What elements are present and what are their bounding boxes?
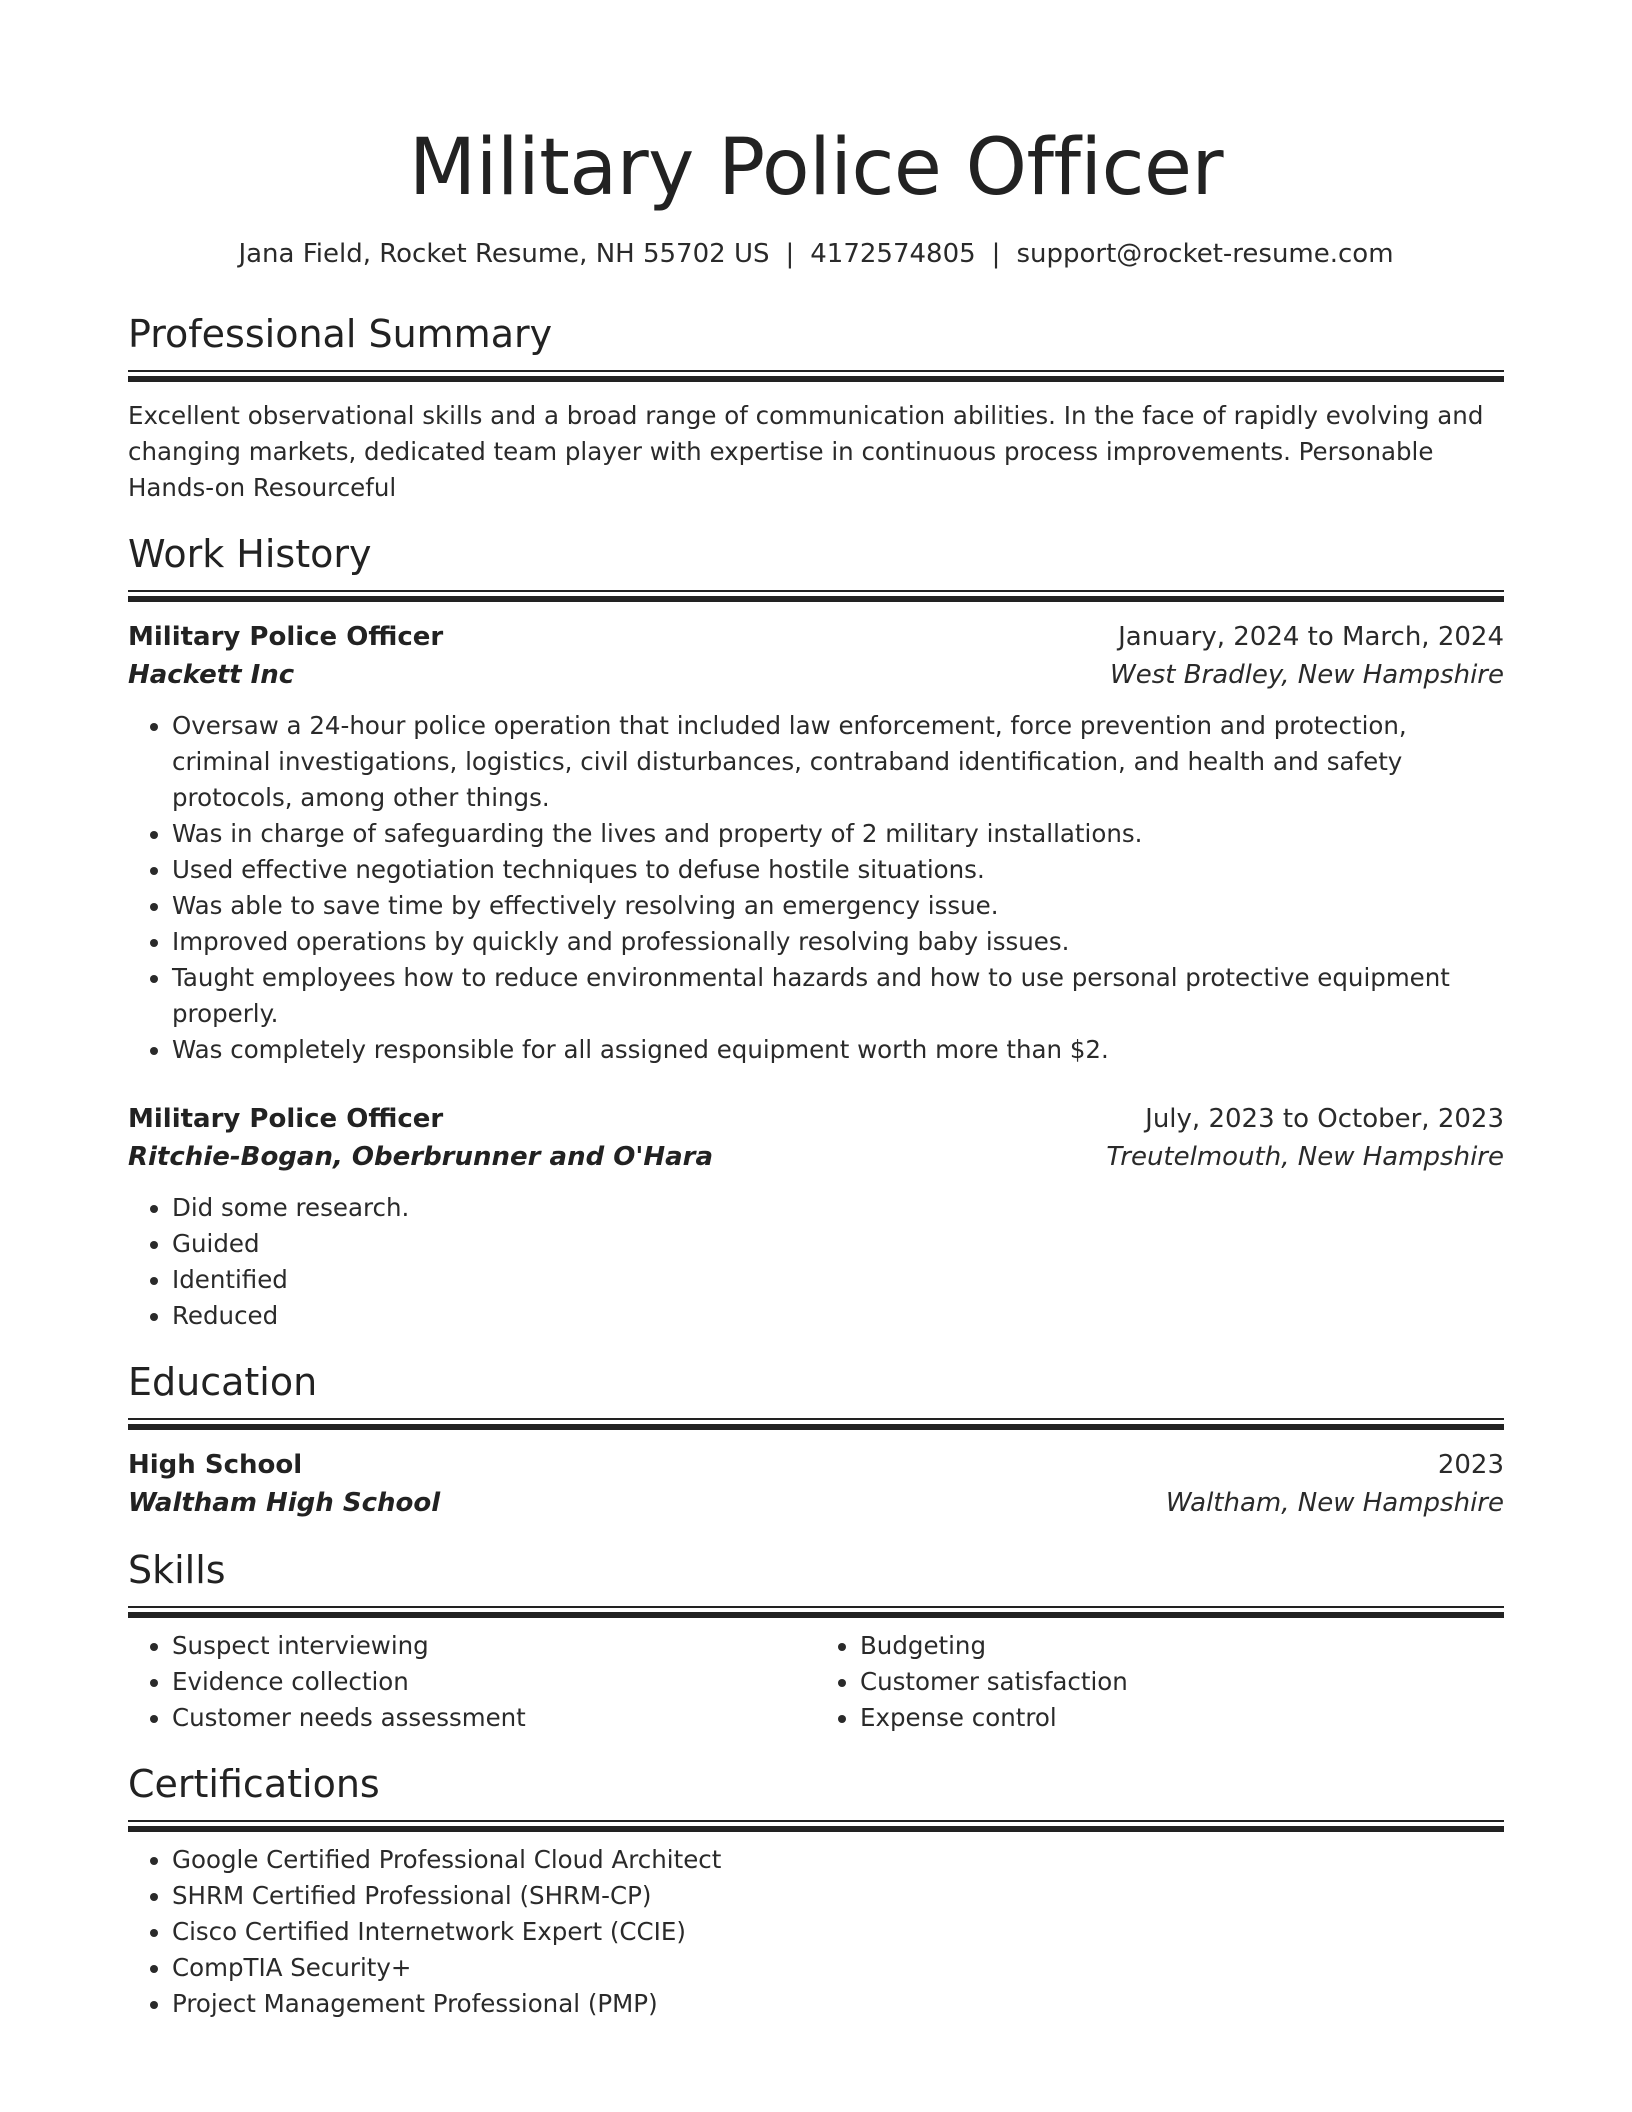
contact-separator: | bbox=[991, 239, 1001, 269]
job-entry bbox=[128, 618, 1504, 1068]
certifications-section bbox=[128, 1760, 1504, 2022]
list-item: • Budgeting bbox=[860, 1628, 1504, 1664]
skills-list-right bbox=[816, 1628, 1504, 1736]
section-heading: Work History bbox=[128, 532, 372, 576]
resume-title: Military Police Officer bbox=[408, 123, 1224, 213]
list-item: • CompTIA Security+ bbox=[172, 1950, 1504, 1986]
contact-phone: 4172574805 bbox=[810, 239, 976, 269]
job-location: West Bradley, New Hampshire bbox=[1109, 660, 1504, 690]
list-item: • Used effective negotiation techniques to defuse hostile situations. bbox=[172, 852, 1504, 888]
section-divider bbox=[128, 1418, 1504, 1430]
job-entry bbox=[128, 1100, 1504, 1334]
contact-address: Jana Field, Rocket Resume, NH 55702 US bbox=[238, 239, 770, 269]
skills-section bbox=[128, 1546, 1504, 1736]
list-item: • Identified bbox=[172, 1262, 1504, 1298]
list-item: • Improved operations by quickly and professionally resolving baby issues. bbox=[172, 924, 1504, 960]
education-year: 2023 bbox=[1437, 1450, 1504, 1480]
education-section bbox=[128, 1358, 1504, 1522]
list-item: • Reduced bbox=[172, 1298, 1504, 1334]
job-header bbox=[128, 1100, 1504, 1138]
list-item: • Was in charge of safeguarding the lives and property of 2 military installations. bbox=[172, 816, 1504, 852]
list-item: • Did some research. bbox=[172, 1190, 1504, 1226]
list-item: • Project Management Professional (PMP) bbox=[172, 1986, 1504, 2022]
education-subheader bbox=[128, 1484, 1504, 1522]
education-school: Waltham High School bbox=[128, 1488, 441, 1518]
section-divider bbox=[128, 590, 1504, 602]
certifications-list bbox=[128, 1842, 1504, 2022]
list-item: • Was completely responsible for all assigned equipment worth more than $2. bbox=[172, 1032, 1504, 1068]
list-item: • SHRM Certified Professional (SHRM-CP) bbox=[172, 1878, 1504, 1914]
job-subheader bbox=[128, 1138, 1504, 1176]
job-bullets bbox=[128, 1190, 1504, 1334]
job-subheader bbox=[128, 656, 1504, 694]
list-item: • Was able to save time by effectively resolving an emergency issue. bbox=[172, 888, 1504, 924]
job-bullets bbox=[128, 708, 1504, 1068]
education-degree: High School bbox=[128, 1450, 303, 1480]
list-item: • Oversaw a 24-hour police operation that included law enforcement, force prevention and protection, criminal investigations, logistics, civil disturbances, contraband identification, and health and safety protocols, among other things. bbox=[172, 708, 1504, 816]
list-item: • Taught employees how to reduce environmental hazards and how to use personal protective equipment properly. bbox=[172, 960, 1504, 1032]
skills-grid bbox=[128, 1628, 1504, 1736]
work-history-section bbox=[128, 530, 1504, 1334]
section-heading: Professional Summary bbox=[128, 312, 553, 356]
skills-list-left bbox=[128, 1628, 816, 1736]
list-item: • Guided bbox=[172, 1226, 1504, 1262]
education-location: Waltham, New Hampshire bbox=[1165, 1488, 1504, 1518]
list-item: • Customer satisfaction bbox=[860, 1664, 1504, 1700]
list-item: • Evidence collection bbox=[172, 1664, 816, 1700]
job-company: Ritchie-Bogan, Oberbrunner and O'Hara bbox=[128, 1142, 713, 1172]
job-title: Military Police Officer bbox=[128, 622, 444, 652]
job-title: Military Police Officer bbox=[128, 1104, 444, 1134]
list-item: • Cisco Certified Internetwork Expert (CCIE) bbox=[172, 1914, 1504, 1950]
job-dates: January, 2024 to March, 2024 bbox=[1118, 622, 1504, 652]
section-divider bbox=[128, 1820, 1504, 1832]
job-company: Hackett Inc bbox=[128, 660, 295, 690]
job-header bbox=[128, 618, 1504, 656]
contact-separator: | bbox=[785, 239, 795, 269]
summary-section bbox=[128, 310, 1504, 506]
section-divider bbox=[128, 1606, 1504, 1618]
contact-email: support@rocket-resume.com bbox=[1016, 239, 1394, 269]
list-item: • Customer needs assessment bbox=[172, 1700, 816, 1736]
job-location: Treutelmouth, New Hampshire bbox=[1106, 1142, 1504, 1172]
section-heading: Skills bbox=[128, 1548, 226, 1592]
list-item: • Expense control bbox=[860, 1700, 1504, 1736]
contact-line bbox=[128, 236, 1504, 272]
section-heading: Certifications bbox=[128, 1762, 380, 1806]
section-divider bbox=[128, 370, 1504, 382]
summary-text: Excellent observational skills and a broad range of communication abilities. In the face of rapidly evolving and changing markets, dedicated team player with expertise in continuous process improvements. Personable Hands-on Resourceful bbox=[128, 401, 1484, 502]
section-heading: Education bbox=[128, 1360, 318, 1404]
education-header bbox=[128, 1446, 1504, 1484]
list-item: • Suspect interviewing bbox=[172, 1628, 816, 1664]
list-item: • Google Certified Professional Cloud Architect bbox=[172, 1842, 1504, 1878]
job-dates: July, 2023 to October, 2023 bbox=[1145, 1104, 1504, 1134]
